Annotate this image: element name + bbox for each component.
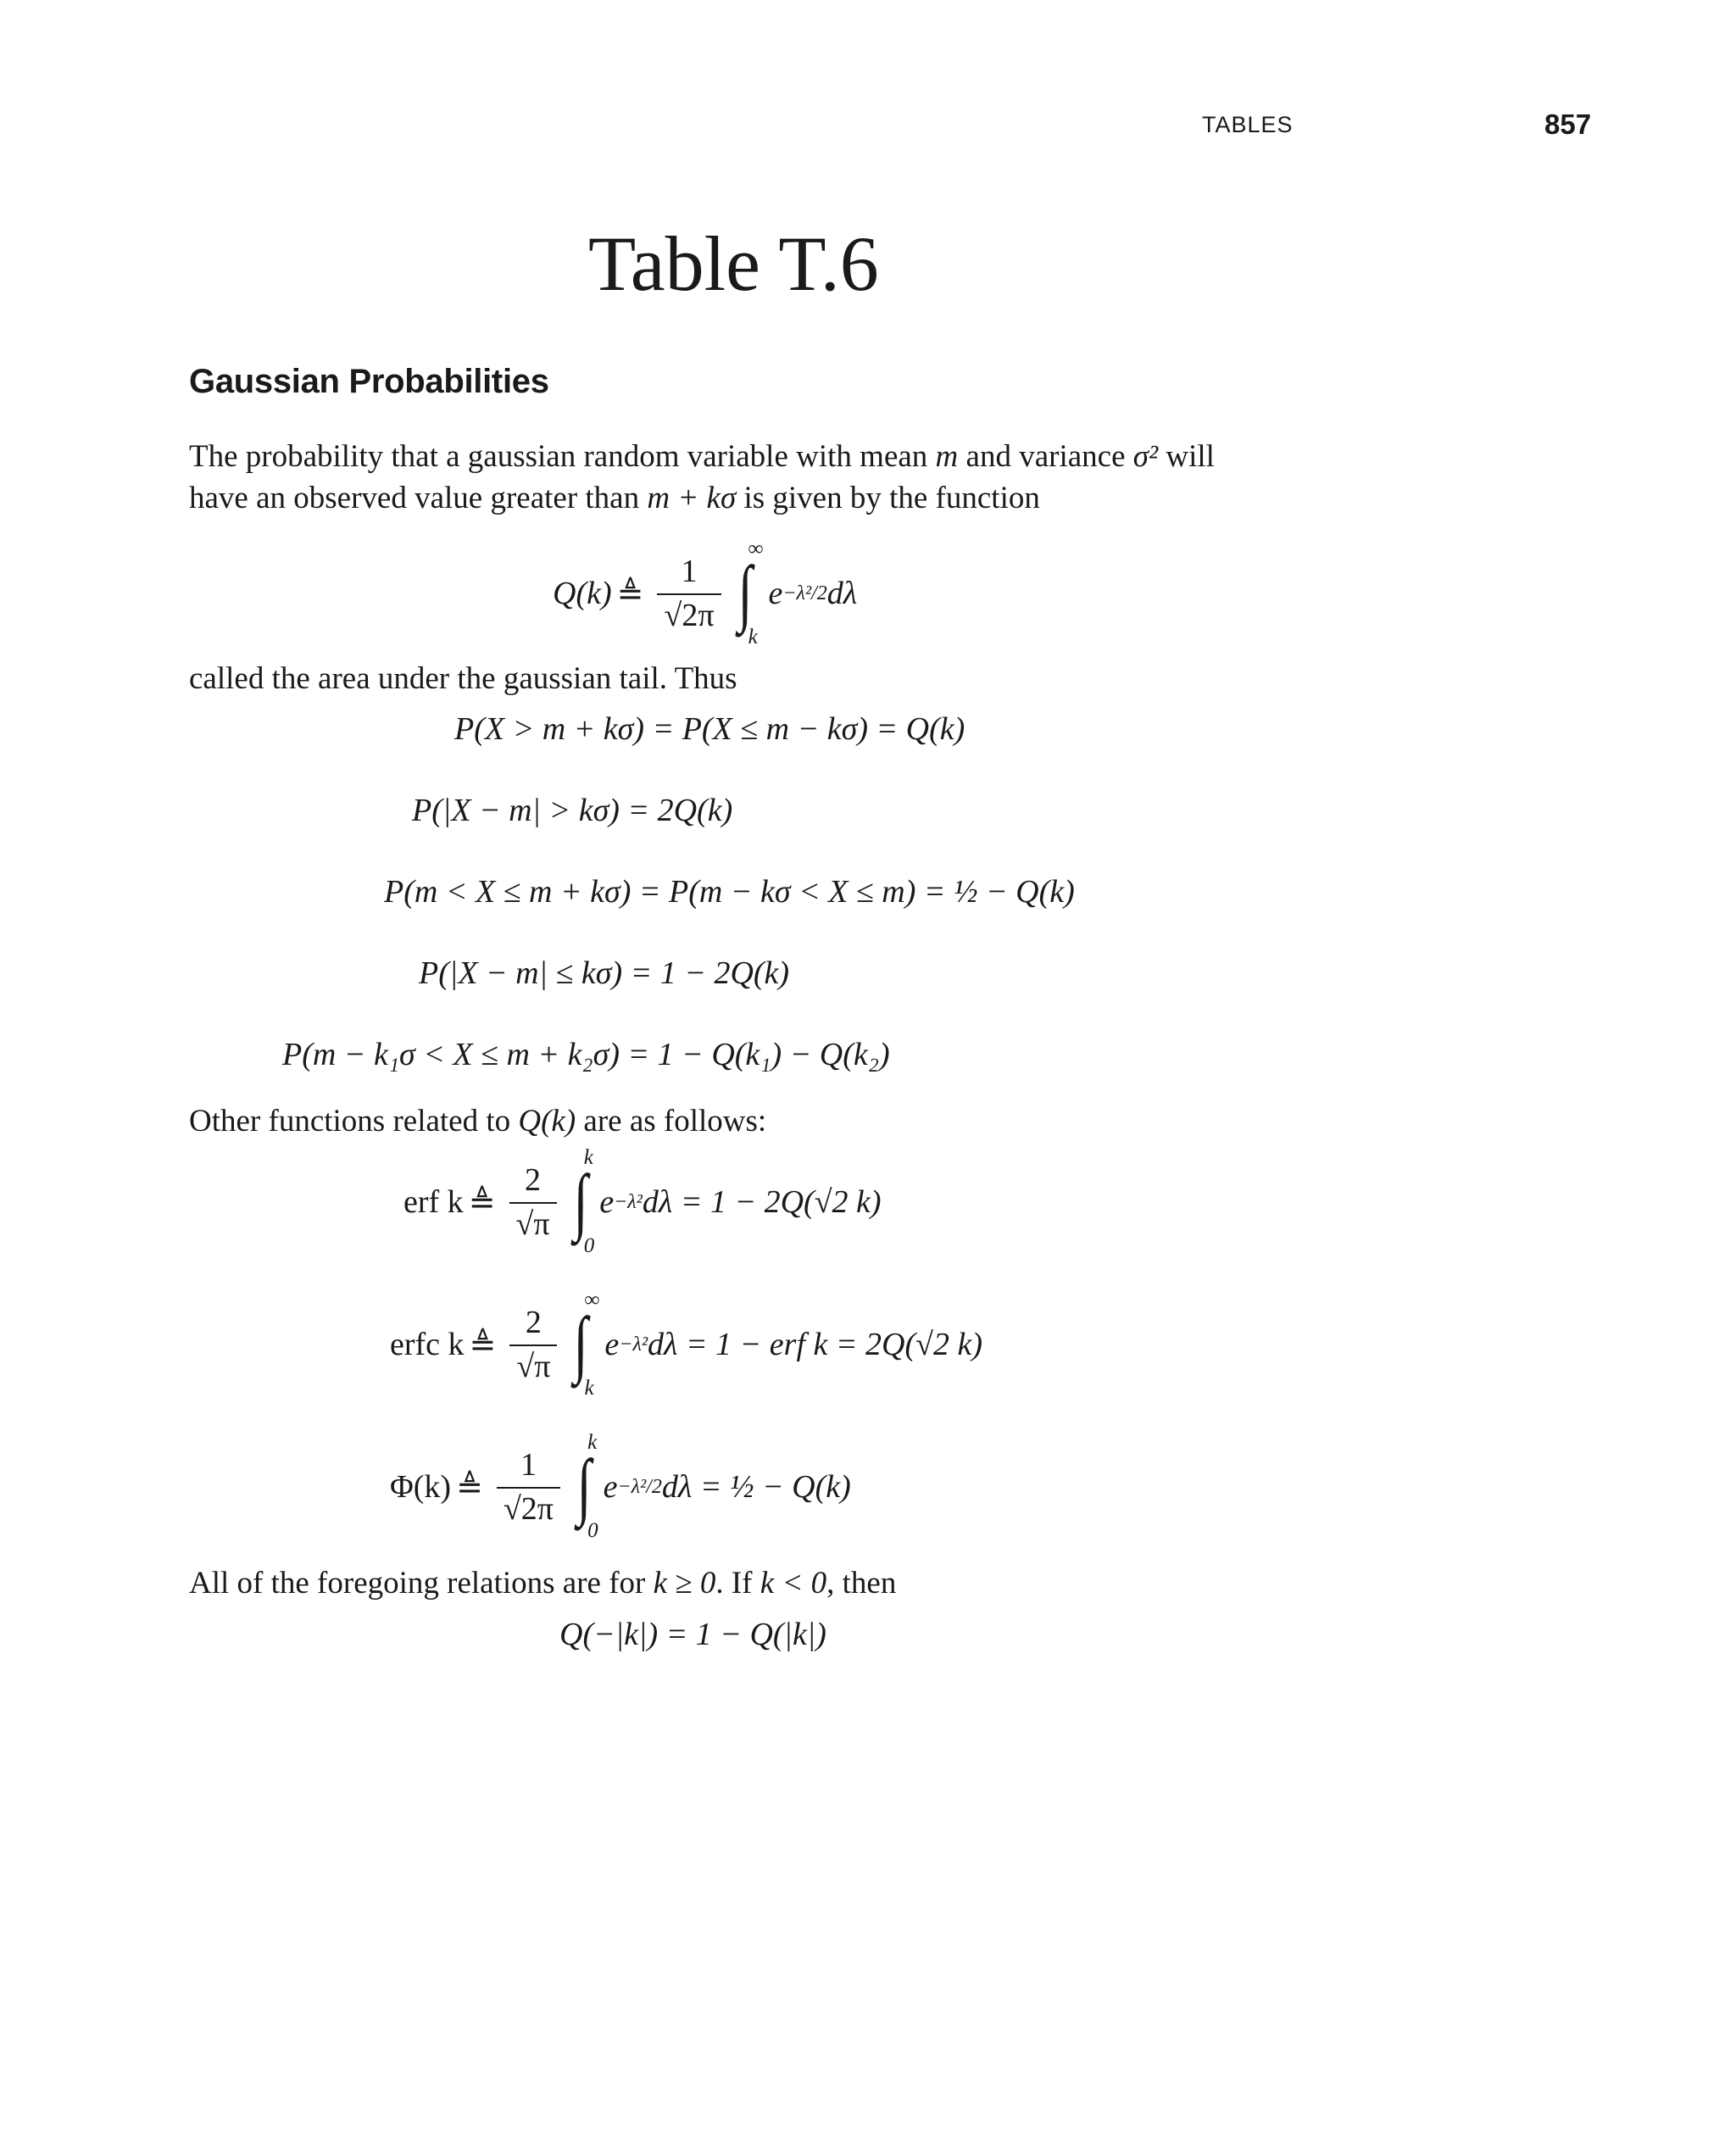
negative-k-equation: Q(−|k|) = 1 − Q(|k|) xyxy=(559,1617,826,1652)
integral-sign-icon: ∫ xyxy=(574,1303,588,1385)
section-heading: Gaussian Probabilities xyxy=(189,363,549,400)
erfc-definition-equation: erfc k ≜ $\frac{2}{√\pi}$ ∫ ∞ k e −λ² dλ = 1 − erf k = 2Q(√2 k) xyxy=(390,1289,982,1400)
q-definition-equation: Q(k) ≜ $\frac{1}{√2\pi}$ ∫ ∞ k e −λ²/2 dλ xyxy=(553,537,858,649)
page-number: 857 xyxy=(1544,109,1592,140)
tail-paragraph: called the area under the gaussian tail. Thus xyxy=(189,661,737,696)
phi-definition-equation: Φ(k) ≜ $\frac{1}{√2\pi}$ ∫ k 0 e −λ²/2 dλ = ½ − Q(k) xyxy=(390,1431,851,1542)
relation-4: P(|X − m| ≤ kσ) = 1 − 2Q(k) xyxy=(419,955,790,991)
table-title: Table T.6 xyxy=(588,220,879,307)
foregoing-paragraph: All of the foregoing relations are for k ≥ 0. If k < 0, then xyxy=(189,1566,897,1601)
relation-2: P(|X − m| > kσ) = 2Q(k) xyxy=(412,793,733,828)
integral-sign-icon: ∫ xyxy=(573,1161,588,1243)
running-head: TABLES xyxy=(1202,112,1294,137)
related-paragraph: Other functions related to Q(k) are as follows: xyxy=(189,1104,767,1139)
intro-paragraph: The probability that a gaussian random variable with mean m and variance σ² will have an observed value greater than m + kσ is given by the function xyxy=(189,439,1215,515)
erf-definition-equation: erf k ≜ $\frac{2}{√\pi}$ ∫ k 0 e −λ² dλ = 1 − 2Q(√2 k) xyxy=(403,1146,882,1257)
integral-sign-icon: ∫ xyxy=(737,552,753,634)
relation-1: P(X > m + kσ) = P(X ≤ m − kσ) = Q(k) xyxy=(454,711,965,747)
integral-sign-icon: ∫ xyxy=(576,1445,592,1528)
relation-3: P(m < X ≤ m + kσ) = P(m − kσ < X ≤ m) = ½ − Q(k) xyxy=(384,874,1075,910)
relation-5: P(m − k₁σ < X ≤ m + k₂σ) = 1 − Q(k₁) − Q(k₂) xyxy=(282,1037,890,1072)
